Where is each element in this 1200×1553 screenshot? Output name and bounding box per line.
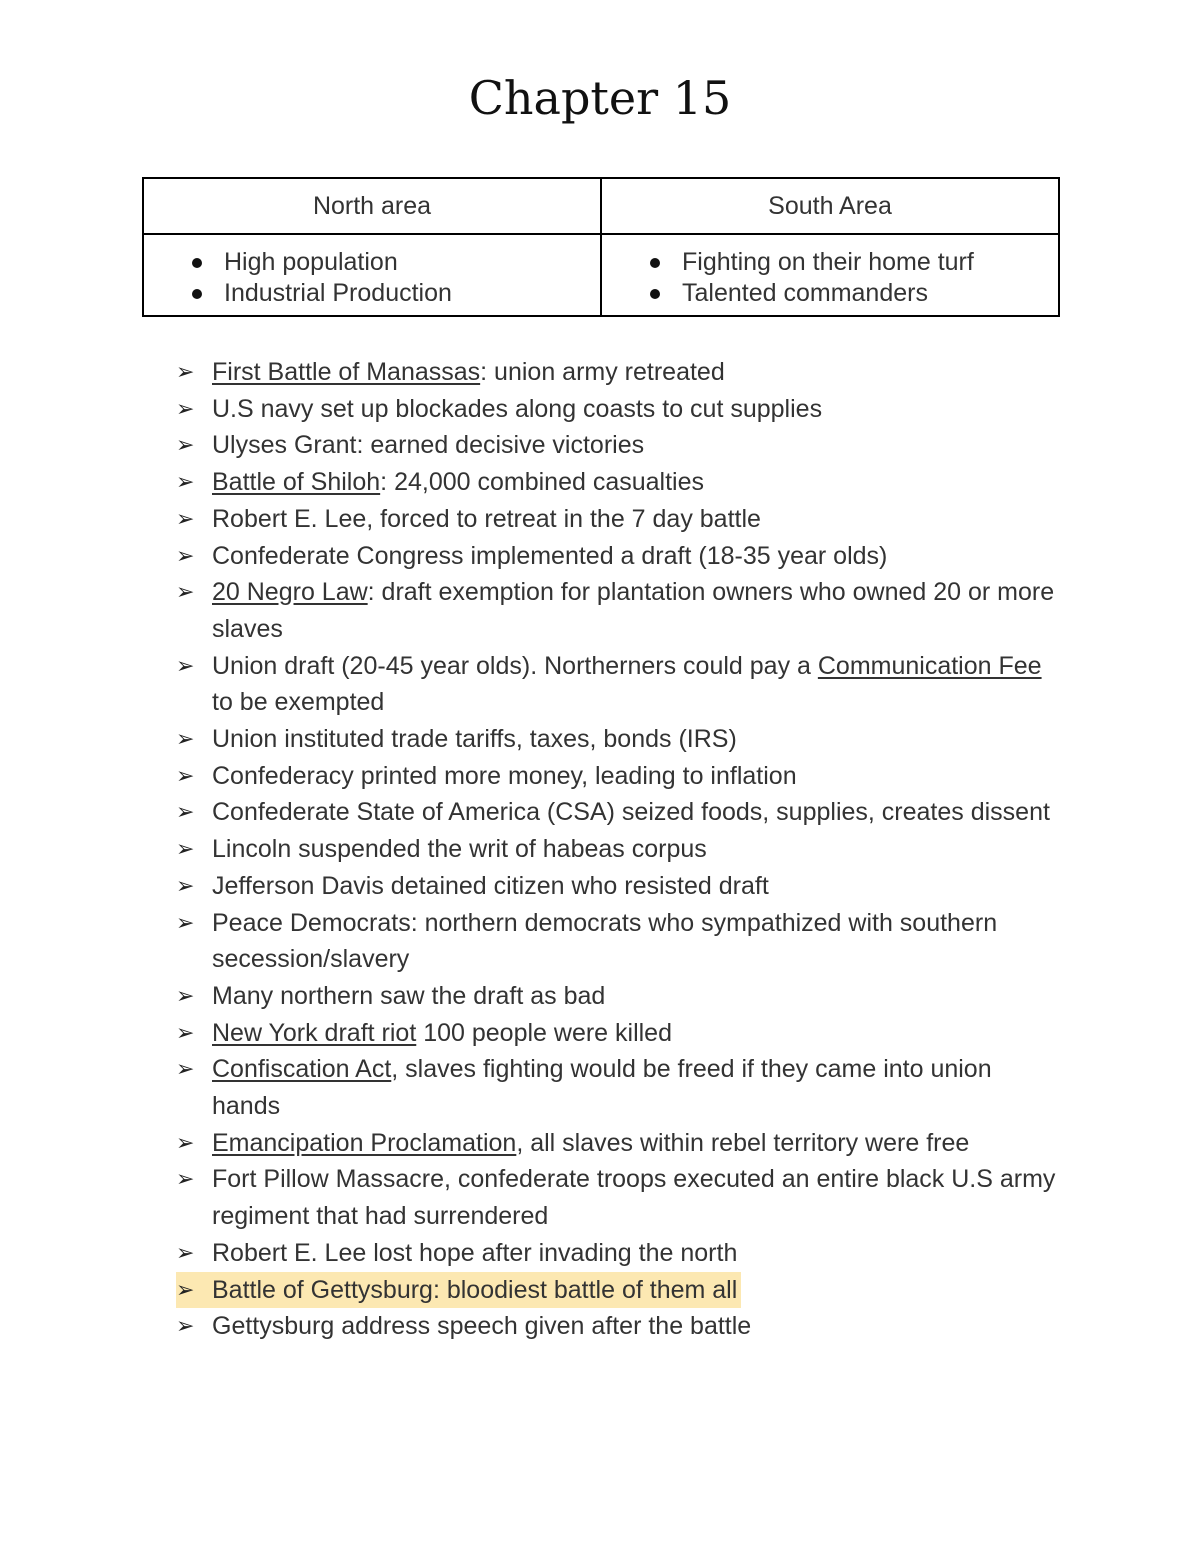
bullet-icon [650, 289, 660, 299]
note-item [176, 354, 1066, 391]
note-item [176, 1235, 1066, 1272]
comparison-table [142, 177, 1060, 317]
note-text: , all slaves within rebel territory were free [516, 1128, 970, 1157]
south-item-text: Talented commanders [682, 279, 928, 307]
arrow-bullet-icon: ➢ [176, 359, 195, 384]
note-item [176, 648, 1066, 721]
arrow-bullet-icon: ➢ [176, 799, 195, 825]
note-item [176, 1125, 1066, 1162]
note-text: Jefferson Davis detained citizen who resisted draft [212, 871, 769, 900]
note-item [176, 391, 1066, 428]
note-text: Confederate Congress implemented a draft (18-35 year olds) [212, 541, 888, 570]
arrow-bullet-icon: ➢ [176, 432, 195, 458]
north-list [144, 247, 600, 309]
note-term: Emancipation Proclamation [212, 1128, 517, 1157]
arrow-bullet-icon: ➢ [176, 1129, 195, 1155]
arrow-bullet-icon: ➢ [176, 579, 195, 605]
note-item [176, 1308, 1066, 1345]
bullet-icon [192, 258, 202, 268]
list-item [644, 247, 1058, 278]
note-item [176, 1272, 741, 1309]
arrow-bullet-icon: ➢ [176, 469, 195, 495]
bullet-icon [192, 289, 202, 299]
table-row [143, 234, 1059, 316]
note-text: Ulyses Grant: earned decisive victories [212, 431, 645, 460]
note-item [176, 464, 1066, 501]
arrow-bullet-icon: ➢ [176, 726, 195, 752]
north-cell [143, 234, 601, 316]
note-item [176, 1051, 1066, 1124]
north-item-text: High population [224, 248, 398, 276]
arrow-bullet-icon: ➢ [176, 1056, 195, 1082]
note-text: Robert E. Lee lost hope after invading the north [212, 1238, 738, 1267]
note-text: 100 people were killed [416, 1018, 672, 1047]
note-text: U.S navy set up blockades along coasts to cut supplies [212, 394, 823, 423]
arrow-bullet-icon: ➢ [176, 395, 195, 421]
arrow-bullet-icon: ➢ [176, 1313, 195, 1339]
arrow-bullet-icon: ➢ [176, 652, 195, 678]
note-item [176, 427, 1066, 464]
note-item [176, 868, 1066, 905]
note-text: Confederate State of America (CSA) seized foods, supplies, creates dissent [212, 798, 1050, 827]
list-item [644, 278, 1058, 309]
arrow-bullet-icon: ➢ [176, 505, 195, 531]
note-text: Many northern saw the draft as bad [212, 981, 606, 1010]
note-text: , slaves fighting would be freed if they came into union hands [212, 1055, 992, 1121]
note-text: Battle of Gettysburg: bloodiest battle of them all [212, 1275, 738, 1304]
arrow-bullet-icon: ➢ [176, 909, 195, 935]
note-item [176, 1161, 1066, 1234]
north-header: North area [143, 178, 601, 234]
arrow-bullet-icon: ➢ [176, 872, 195, 898]
note-item [176, 905, 1066, 978]
note-item [176, 721, 1066, 758]
south-list [602, 247, 1058, 309]
note-text: : union army retreated [480, 358, 725, 386]
note-text: Fort Pillow Massacre, confederate troops executed an entire black U.S army regiment that had surrendered [212, 1165, 1056, 1231]
note-text: Robert E. Lee, forced to retreat in the 7 day battle [212, 504, 761, 533]
south-cell [601, 234, 1059, 316]
notes-list [176, 354, 1066, 1345]
note-text: Peace Democrats: northern democrats who sympathized with southern secession/slavery [212, 908, 998, 974]
note-item [176, 978, 1066, 1015]
arrow-bullet-icon: ➢ [176, 542, 195, 568]
arrow-bullet-icon: ➢ [176, 982, 195, 1008]
note-item [176, 758, 1066, 795]
note-term: Confiscation Act [212, 1055, 392, 1084]
note-text: Union draft (20-45 year olds). Northerners could pay a [212, 651, 818, 680]
south-item-text: Fighting on their home turf [682, 248, 974, 276]
list-item [186, 247, 600, 278]
arrow-bullet-icon: ➢ [176, 1019, 195, 1045]
south-header: South Area [601, 178, 1059, 234]
note-term: Battle of Shiloh [212, 468, 381, 497]
arrow-bullet-icon: ➢ [176, 836, 195, 862]
bullet-icon [650, 258, 660, 268]
arrow-bullet-icon: ➢ [176, 762, 195, 788]
note-text: Union instituted trade tariffs, taxes, bonds (IRS) [212, 725, 737, 754]
note-term: Communication Fee [817, 651, 1042, 680]
note-item [176, 538, 1066, 575]
note-item [176, 574, 1066, 647]
north-item-text: Industrial Production [224, 279, 452, 307]
note-term: 20 Negro Law [212, 578, 368, 607]
note-text: Lincoln suspended the writ of habeas corpus [212, 835, 707, 864]
note-text: to be exempted [212, 688, 385, 717]
arrow-bullet-icon: ➢ [176, 1276, 195, 1302]
note-text: : draft exemption for plantation owners who owned 20 or more slaves [212, 578, 1055, 643]
note-term: New York draft riot [212, 1018, 417, 1047]
note-item [176, 794, 1066, 831]
page-title: Chapter 15 [468, 71, 732, 125]
note-item [176, 831, 1066, 868]
table-header-row [143, 178, 1059, 234]
note-item [176, 1015, 1066, 1052]
note-text: Confederacy printed more money, leading to inflation [212, 761, 797, 790]
note-term: First Battle of Manassas [212, 358, 481, 386]
arrow-bullet-icon: ➢ [176, 1239, 195, 1265]
note-item [176, 501, 1066, 538]
list-item [186, 278, 600, 309]
arrow-bullet-icon: ➢ [176, 1166, 195, 1192]
note-text: Gettysburg address speech given after the battle [212, 1312, 752, 1341]
note-text: : 24,000 combined casualties [380, 468, 704, 497]
